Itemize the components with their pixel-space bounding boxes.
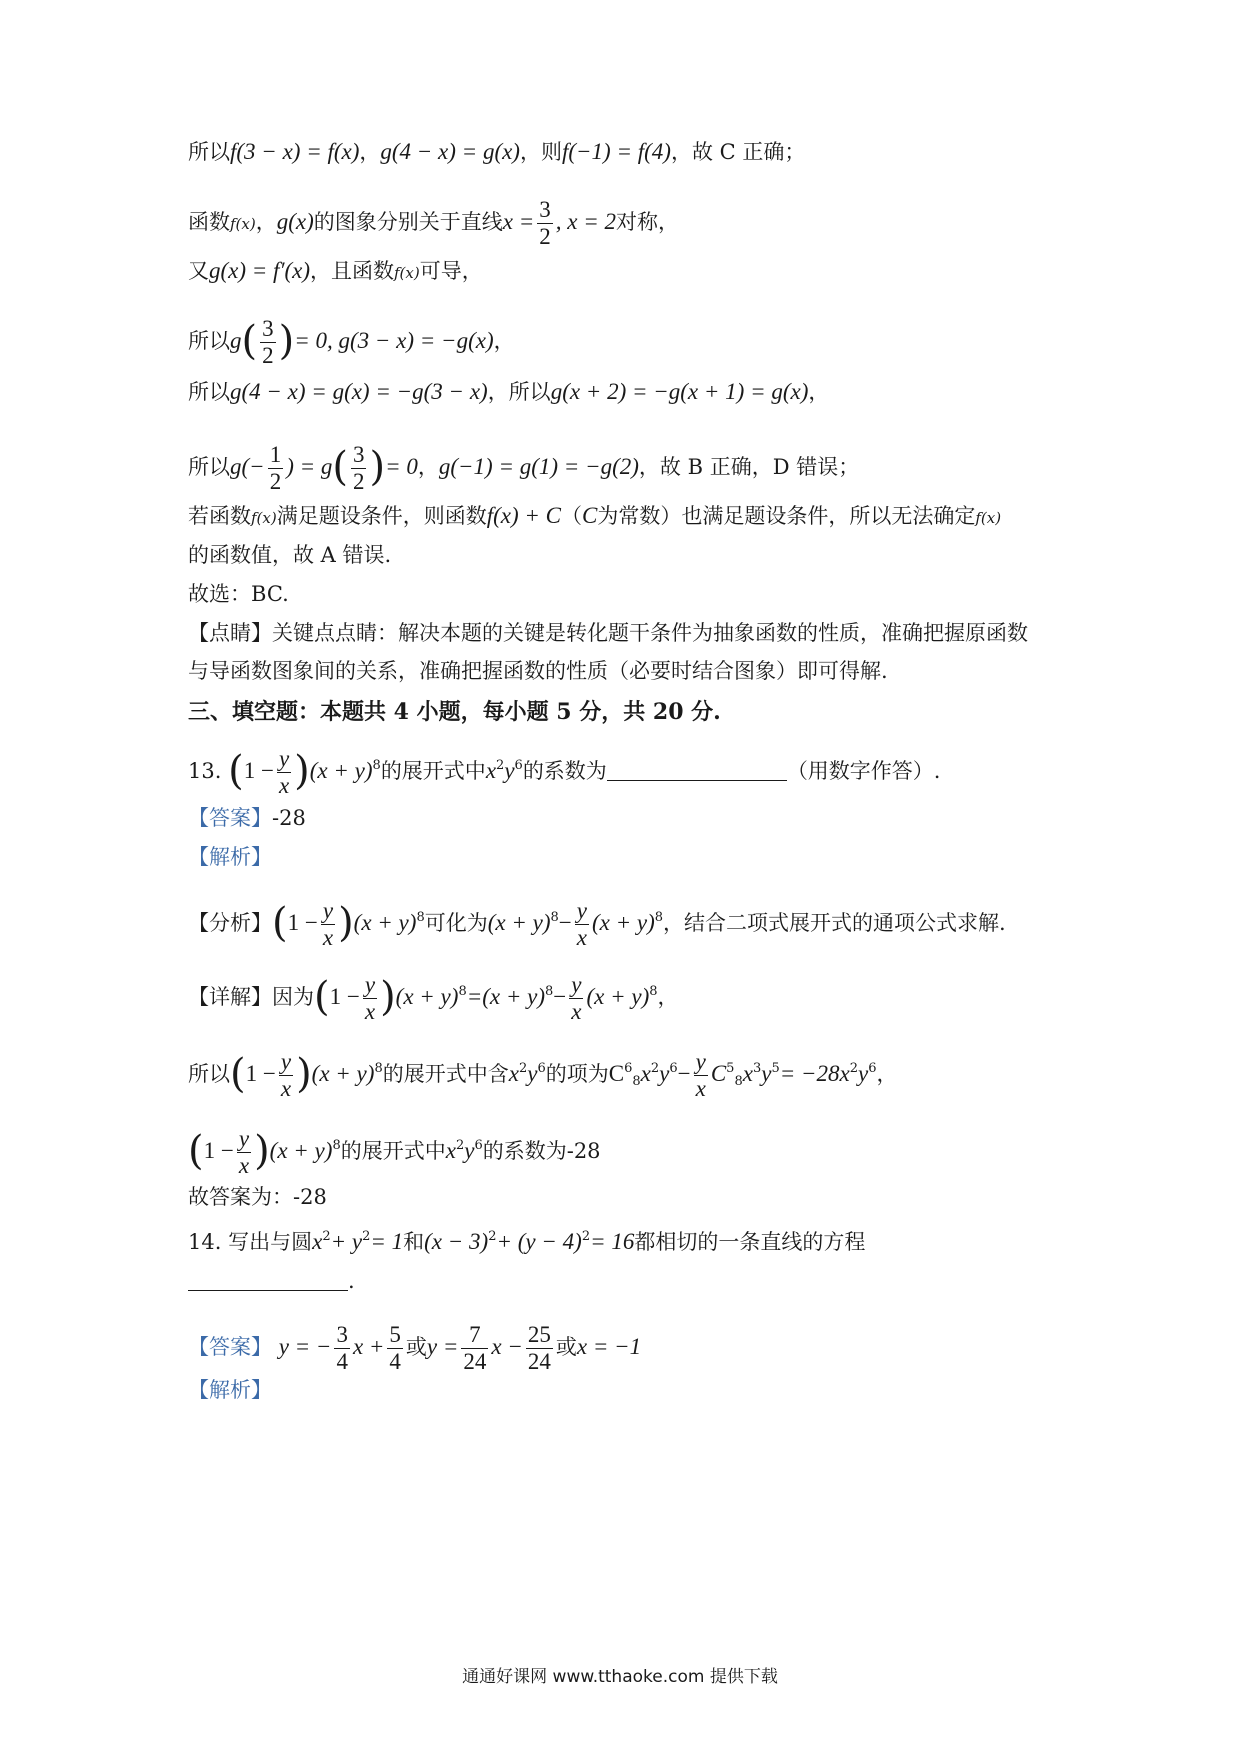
line-9: 故选：BC. (188, 582, 289, 606)
fraction: $\frac{3}{2}$ (352, 442, 365, 494)
fraction: $\frac{y}{x}$ (364, 972, 376, 1024)
line-7: 若函数f(x)满足题设条件，则函数f(x) + C（C为常数）也满足题设条件，所以无法确定f(x) (188, 503, 1002, 528)
fraction: $\frac{3}{2}$ (262, 316, 274, 368)
question-14: 14. 写出与圆$x^2+ y^2= 1$和$(x - 3)^2+ (y - 4)^2= 16$都相切的一条直线的方程 (188, 1229, 866, 1254)
line-16: 【分析】(1 − $\frac{y}{x}$ )$(x + y)^8$可化为$(x + y)^8-$ $\frac{y}{x}$ $(x + y)^8$，结合二项式展开式的通项公式求解. (188, 898, 1006, 950)
line-3: 又g(x) = f′(x)，且函数f(x)可导， (188, 258, 483, 283)
line-11: 与导函数图象间的关系，准确把握函数的性质（必要时结合图象）即可得解. (188, 659, 888, 683)
fraction: $\frac{1}{2}$ (269, 442, 282, 494)
fraction: $\frac{y}{x}$ (280, 1049, 292, 1101)
line-22: . (188, 1266, 1068, 1296)
answer-tag: 【答案】 (188, 806, 272, 830)
fraction: $\frac{25}{24}$ (527, 1322, 551, 1374)
analysis-tag-2: 【解析】 (188, 1378, 272, 1402)
fraction: $\frac{7}{24}$ (463, 1322, 487, 1374)
line-18: 所以(1 − $\frac{y}{x}$ )$(x + y)^8$的展开式中含$x^2y^6$的项为$C^6_8x^2y^6-$ $\frac{y}{x}$ $C^5_8x^3y^5= -28x^2y^6$， (188, 1049, 898, 1101)
line-10: 【点睛】关键点点睛：解决本题的关键是转化题干条件为抽象函数的性质，准确把握原函数 (188, 621, 1028, 645)
answer-blank (188, 1290, 348, 1291)
answer-tag: 【答案】 (188, 1335, 272, 1359)
fraction: $\frac{y}{x}$ (278, 746, 290, 798)
line-17: 【详解】因为(1 − $\frac{y}{x}$ )$(x + y)^8=(x + y)^8-$ $\frac{y}{x}$ $(x + y)^8$， (188, 972, 679, 1024)
line-6: 所以g(− $\frac{1}{2}$ ) = g( $\frac{3}{2}$ )= 0，g(−1) = g(1) = −g(2)，故 B 正确，D 错误； (188, 442, 860, 494)
line-20: 故答案为：-28 (188, 1185, 327, 1209)
footer-source: 通通好课网 www.tthaoke.com 提供下载 (462, 1667, 778, 1687)
line-1: 所以f(3 − x) = f(x)，g(4 − x) = g(x)，则f(−1) = f(4)，故 C 正确； (188, 139, 806, 164)
fraction: $\frac{y}{x}$ (695, 1049, 706, 1101)
line-8: 的函数值，故 A 错误. (188, 543, 392, 567)
fraction: $\frac{3}{4}$ (336, 1322, 348, 1374)
fraction: $\frac{y}{x}$ (571, 972, 582, 1024)
analysis-tag: 【解析】 (188, 845, 272, 869)
line-4: 所以g( $\frac{3}{2}$ )= 0, g(3 − x) = −g(x)， (188, 316, 515, 368)
answer-14: 【答案】 y = − $\frac{3}{4}$ x + $\frac{5}{4}$ 或y = $\frac{7}{24}$ x − $\frac{25}{24}$ 或x = −1 (188, 1322, 642, 1374)
fraction: $\frac{y}{x}$ (238, 1126, 250, 1178)
line-19: (1 − $\frac{y}{x}$ )$(x + y)^8$的展开式中$x^2y^6$的系数为-28 (188, 1126, 601, 1178)
answer-blank (607, 780, 787, 781)
section-heading: 三、填空题：本题共 4 小题，每小题 5 分，共 20 分. (188, 699, 721, 725)
question-13: 13. (1 − $\frac{y}{x}$ )$(x + y)^8$的展开式中$x^2y^6$的系数为 （用数字作答）. (188, 746, 941, 798)
line-5: 所以g(4 − x) = g(x) = −g(3 − x)，所以g(x + 2) = −g(x + 1) = g(x)， (188, 379, 830, 404)
answer-13: 【答案】-28 (188, 806, 306, 830)
hint-tag: 【点睛】 (188, 621, 272, 645)
fraction: $\frac{3}{2}$ (539, 197, 551, 249)
line-2: 函数f(x)，g(x)的图象分别关于直线x = $\frac{3}{2}$ , x = 2对称， (188, 197, 679, 249)
fraction: $\frac{y}{x}$ (576, 898, 587, 950)
fraction: $\frac{y}{x}$ (322, 898, 334, 950)
fraction: $\frac{5}{4}$ (389, 1322, 401, 1374)
